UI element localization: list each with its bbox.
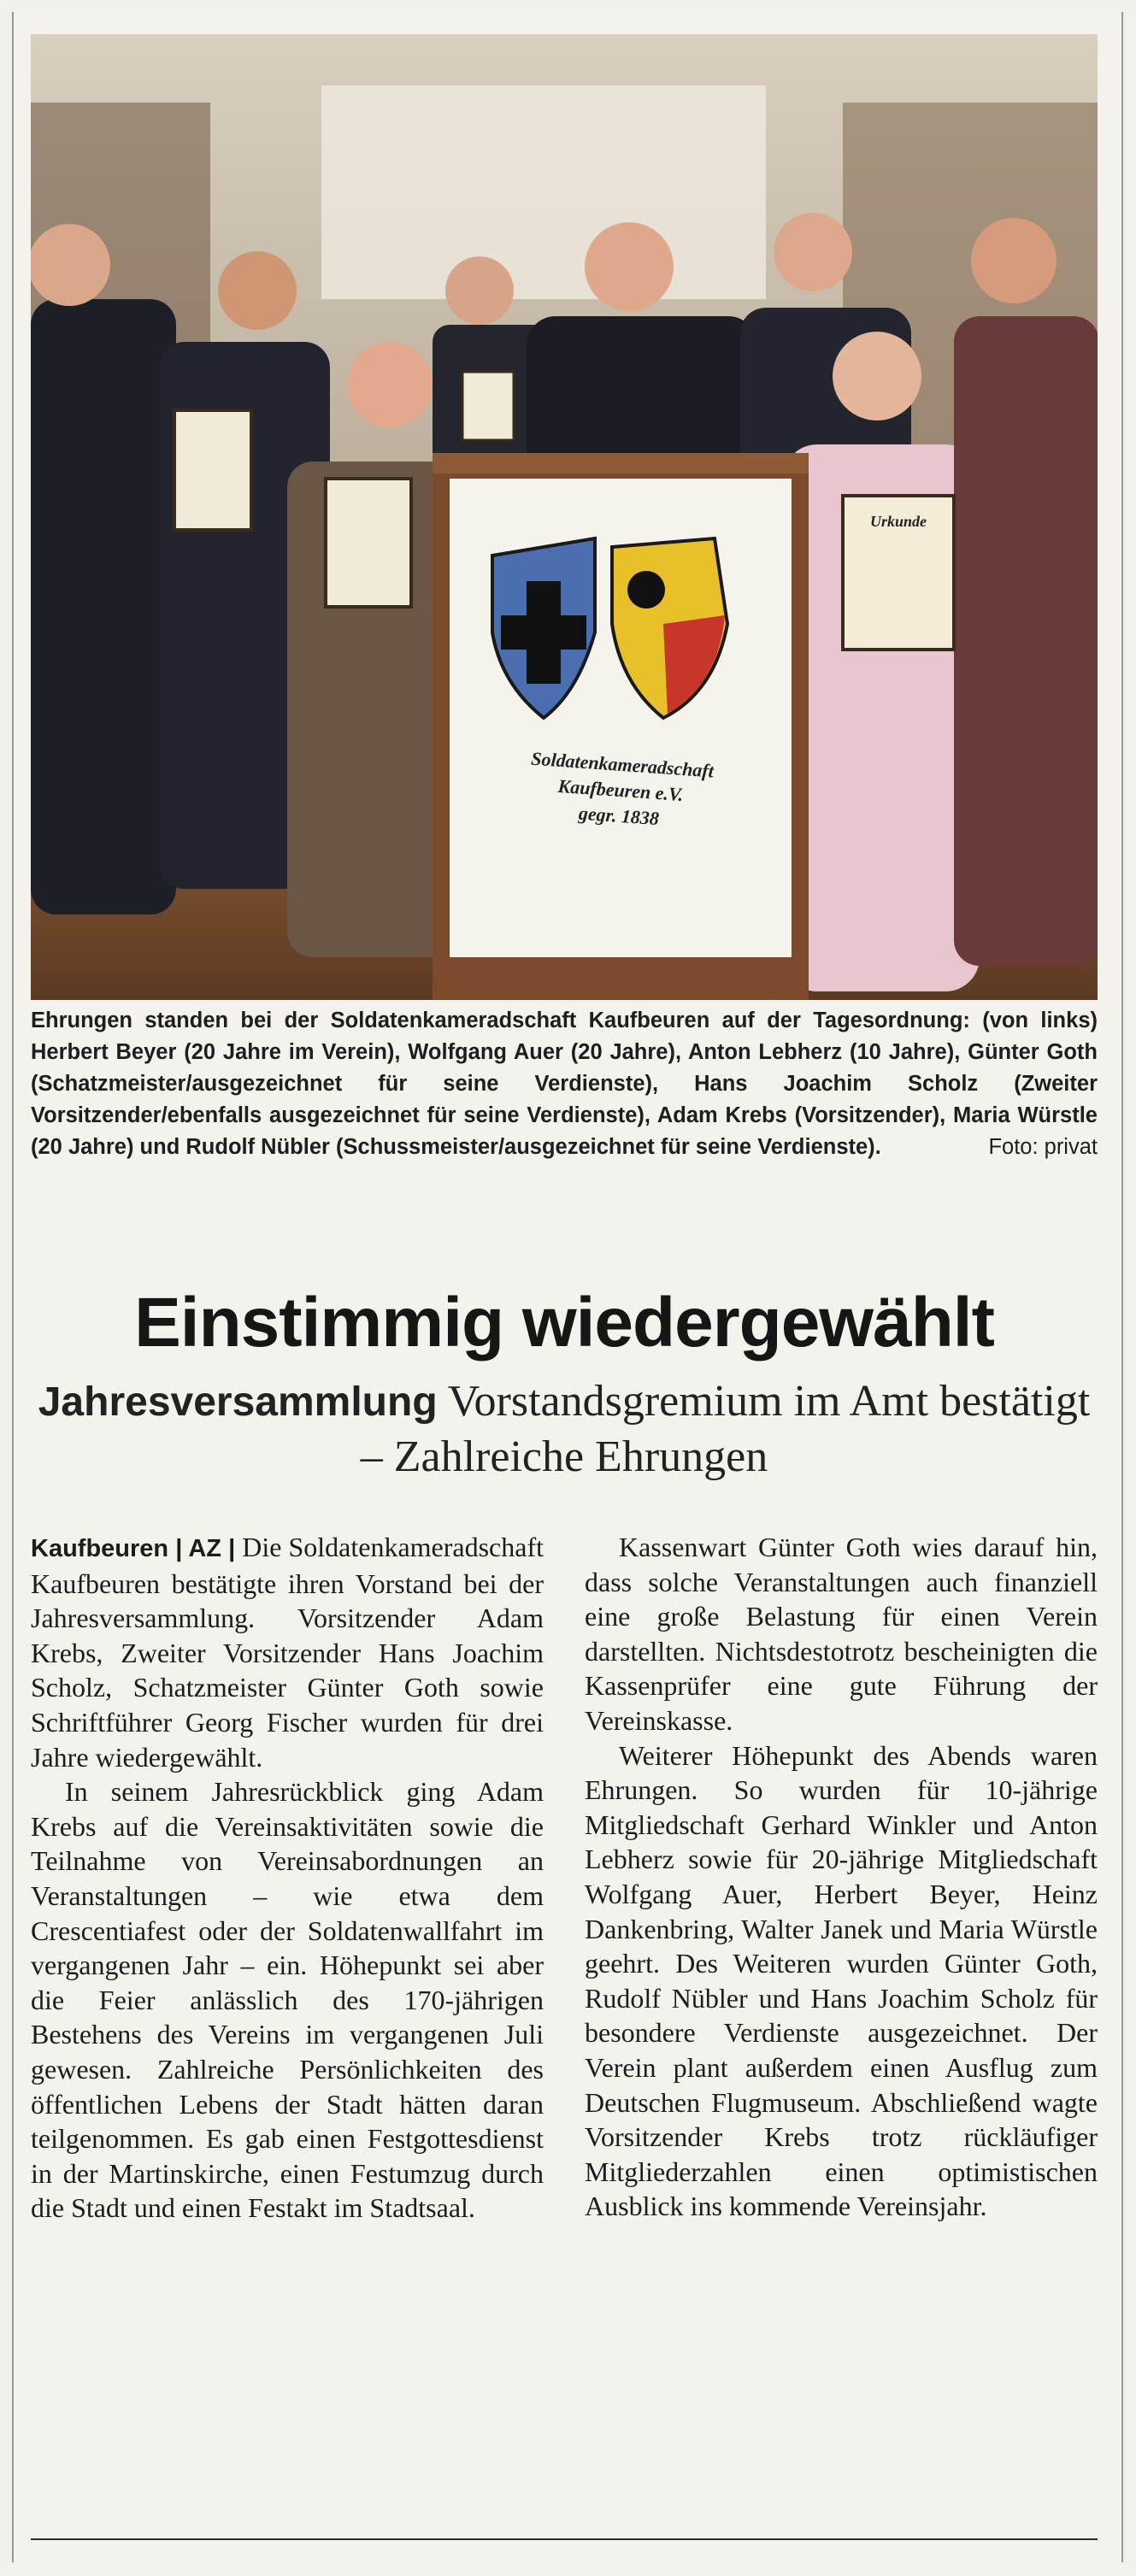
article-headline: Einstimmig wiedergewählt — [134, 1284, 994, 1362]
article-paragraph-3: Kassenwart Günter Goth wies darauf hin, dass solche Veranstaltungen auch finanziell eine große Belastung für einen Verein darstellten. Nichtsdestotrotz bescheinigten die Kassenprüfer eine gute Führung der Vereinskasse. — [585, 1532, 1098, 1736]
podium-text-line-2: Kaufbeuren e.V. — [556, 774, 685, 806]
caption-text: Ehrungen standen bei der Soldatenkameradschaft Kaufbeuren auf der Tagesordnung: (von links) Herbert Beyer (20 Jahre im Verein), Wolfgang Auer (20 Jahre), Anton Lebherz (10 Jahre), Günter Goth (Schatzmeister/ausgezeichnet für seine Verdienste), Hans Joachim Scholz (Zweiter Vorsitzender/ebenfalls ausgezeichnet für seine Verdienste), Adam Krebs (Vorsitzender), Maria Würstle (20 Jahre) und Rudolf Nübler (Schussmeister/ausgezeichnet für seine Verdienste). — [31, 1009, 1098, 1159]
photo-credit: Foto: privat — [988, 1135, 1098, 1159]
photo-caption — [31, 1005, 1098, 1163]
article-column-right — [585, 1530, 1098, 2224]
article-paragraph-2: In seinem Jahresrückblick ging Adam Krebs auf die Vereinsaktivitäten sowie die Teilnahme von Vereinsabordnungen an Veranstaltungen – wie etwa dem Crescentiafest oder der Soldatenwallfahrt im vergangenen Jahr – ein. Höhepunkt sei aber die Feier anlässlich des 170-jährigen Bestehens des Vereins im vergangenen Juli gewesen. Zahlreiche Persönlichkeiten des öffentlichen Lebens der Stadt hätten daran teilgenommen. Es gab einen Festgottesdienst in der Martinskirche, einen Festumzug durch die Stadt und einen Festakt im Stadtsaal. — [31, 1776, 544, 2224]
article-column-left — [31, 1530, 544, 2226]
paragraph-1-text: Die Soldatenkameradschaft Kaufbeuren bestätigte ihren Vorstand bei der Jahresversammlung. Vorsitzender Adam Krebs, Zweiter Vorsitzender Hans Joachim Scholz, Schatzmeister Günter Goth sowie Schriftführer Georg Fischer wurden für drei Jahre wiedergewählt. — [31, 1532, 544, 1773]
subhead-kicker: Jahresversammlung — [38, 1379, 438, 1425]
article-paragraph-1 — [31, 1530, 544, 1774]
certificate-label: Urkunde — [869, 513, 927, 530]
podium-text-line-3: gegr. 1838 — [578, 802, 660, 830]
article-paragraph-4: Weiterer Höhepunkt des Abends waren Ehrungen. So wurden für 10-jährige Mitgliedschaft Gerhard Winkler und Anton Lebherz sowie für 20-jährige Mitgliedschaft Wolfgang Auer, Herbert Beyer, Heinz Dankenbring, Walter Janek und Maria Würstle geehrt. Des Weiteren wurden Günter Goth, Rudolf Nübler und Hans Joachim Scholz für besondere Verdienste ausgezeichnet. Der Verein plant außerdem einen Ausflug zum Deutschen Flugmuseum. Abschließend wagte Vorsitzender Krebs trotz rückläufiger Mitgliederzahlen einen optimistischen Ausblick ins kommende Vereinsjahr. — [585, 1739, 1098, 2222]
bottom-rule — [31, 2538, 1098, 2540]
article-subhead — [31, 1374, 1098, 1485]
article-dateline: Kaufbeuren | AZ | — [31, 1535, 236, 1562]
podium-text-line-1: Soldatenkameradschaft — [530, 747, 715, 782]
group-photo — [31, 34, 1098, 1000]
podium — [433, 453, 809, 1000]
subhead-text: Vorstandsgremium im Amt bestätigt – Zahlreiche Ehrungen — [360, 1377, 1091, 1481]
